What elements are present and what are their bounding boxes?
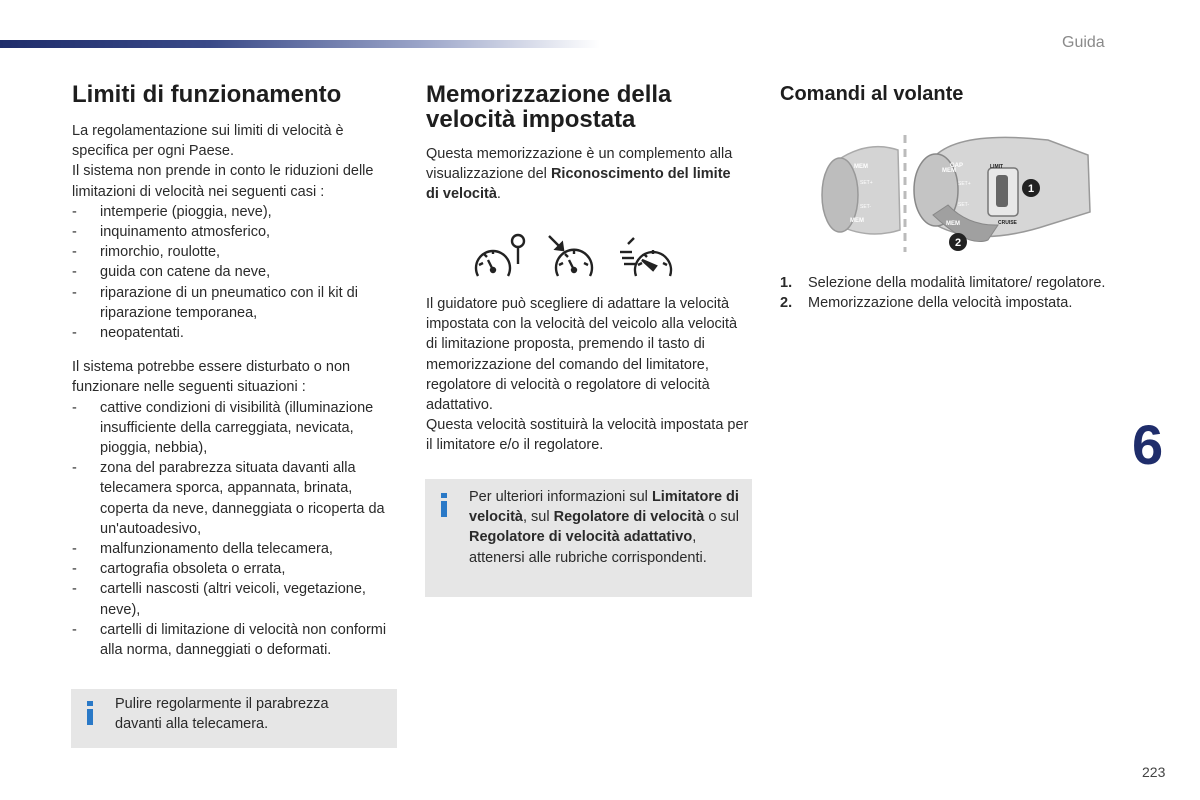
list-item: - malfunzionamento della telecamera, xyxy=(72,539,397,559)
right-control-stalk xyxy=(914,137,1090,241)
limits-paragraph-1: La regolamentazione sui limiti di velocità è specifica per ogni Paese. xyxy=(72,123,344,160)
more-info-box xyxy=(425,479,752,597)
limits-list-1 xyxy=(72,202,397,343)
svg-text:SET+: SET+ xyxy=(860,180,873,186)
memorization-title-line-2: velocità impostata xyxy=(426,106,636,133)
list-item: - cartografia obsoleta o errata, xyxy=(72,559,397,579)
svg-text:MEM: MEM xyxy=(850,218,864,224)
memorization-section xyxy=(426,82,752,205)
list-item: - intemperie (pioggia, neve), xyxy=(72,202,397,222)
left-control-stalk xyxy=(822,147,900,234)
list-item: - inquinamento atmosferico, xyxy=(72,222,397,242)
info-icon xyxy=(85,701,95,725)
memorization-paragraph-2: Il guidatore può scegliere di adattare la velocità impostata con la velocità del veicolo alla velocità di limitazione proposta, premendo il tasto di memorizzazione del comando del limitatore, regolatore di velocità o regolatore di velocità adattativo. xyxy=(426,296,738,414)
svg-text:MEM: MEM xyxy=(942,168,956,174)
memorization-title xyxy=(426,82,752,132)
limits-title: Limiti di funzionamento xyxy=(72,81,342,108)
page-number: 223 xyxy=(1142,764,1166,780)
svg-text:SET-: SET- xyxy=(860,204,872,210)
callout-1 xyxy=(1022,179,1040,197)
memorization-title-line-1: Memorizzazione della xyxy=(426,81,672,108)
svg-text:1: 1 xyxy=(1027,183,1035,195)
callout-2 xyxy=(949,233,967,251)
steering-legend xyxy=(780,273,1110,313)
info-icon xyxy=(439,493,449,517)
list-item: - rimorchio, roulotte, xyxy=(72,242,397,262)
svg-text:SET+: SET+ xyxy=(958,181,971,187)
svg-text:GAP: GAP xyxy=(950,163,964,169)
steering-controls-section xyxy=(780,82,1110,120)
list-item: - cartelli di limitazione di velocità non conformi alla norma, danneggiati o deformati. xyxy=(72,620,397,660)
list-item: - riparazione di un pneumatico con il kit di riparazione temporanea, xyxy=(72,283,397,323)
chapter-number: 6 xyxy=(1132,413,1164,476)
memorization-paragraph-3: Questa velocità sostituirà la velocità impostata per il limitatore e/o il regolatore. xyxy=(426,417,749,454)
list-item: 2. Memorizzazione della velocità impostata. xyxy=(780,295,1073,312)
more-info-text: Per ulteriori informazioni sul Limitatore di velocità, sul Regolatore di velocità o sul Regolatore di velocità adattativo, attenersi alle rubriche corrispondenti. xyxy=(469,489,739,566)
header-gradient-bar xyxy=(0,40,600,48)
steering-controls-title: Comandi al volante xyxy=(780,83,964,105)
speed-limiter-icon xyxy=(476,235,524,276)
svg-text:2: 2 xyxy=(954,237,962,249)
steering-legend-list xyxy=(780,273,1110,313)
list-item: - guida con catene da neve, xyxy=(72,262,397,282)
windshield-info-box xyxy=(71,689,397,748)
svg-text:MEM: MEM xyxy=(946,221,960,227)
speed-recognition-term: Riconoscimento del limite di velocità xyxy=(426,166,731,203)
list-item: - cartelli nascosti (altri veicoli, vegetazione, neve), xyxy=(72,579,397,619)
svg-text:SET-: SET- xyxy=(958,202,970,208)
limits-section xyxy=(72,82,397,660)
svg-text:CRUISE: CRUISE xyxy=(998,220,1017,226)
svg-text:MEM: MEM xyxy=(854,164,868,170)
memorization-body xyxy=(426,294,752,456)
svg-text:LIMIT: LIMIT xyxy=(990,164,1004,170)
list-item: - neopatentati. xyxy=(72,323,397,343)
steering-wheel-controls-diagram xyxy=(818,130,1093,255)
adaptive-cruise-icon xyxy=(620,238,671,276)
limits-paragraph-3: Il sistema potrebbe essere disturbato o non funzionare nelle seguenti situazioni : xyxy=(72,359,351,396)
section-label: Guida xyxy=(1062,34,1105,51)
list-item: - cattive condizioni di visibilità (illuminazione insufficiente della carreggiata, nevicata, pioggia, nebbia), xyxy=(72,398,397,459)
memorization-paragraph-1: Questa memorizzazione è un complemento alla visualizzazione del Riconoscimento del limite di velocità. xyxy=(426,146,733,203)
windshield-info-text: Pulire regolarmente il parabrezza davanti alla telecamera. xyxy=(115,696,329,733)
cruise-control-icon xyxy=(549,236,592,276)
limits-paragraph-2: Il sistema non prende in conto le riduzioni delle limitazioni di velocità nei seguenti casi : xyxy=(72,163,374,200)
list-item: 1. Selezione della modalità limitatore/ regolatore. xyxy=(780,275,1106,291)
limits-list-2 xyxy=(72,398,397,661)
list-item: - zona del parabrezza situata davanti alla telecamera sporca, appannata, brinata, coperta da neve, danneggiata o ricoperta da un'autoadesivo, xyxy=(72,458,397,539)
speed-control-icons xyxy=(470,230,680,282)
